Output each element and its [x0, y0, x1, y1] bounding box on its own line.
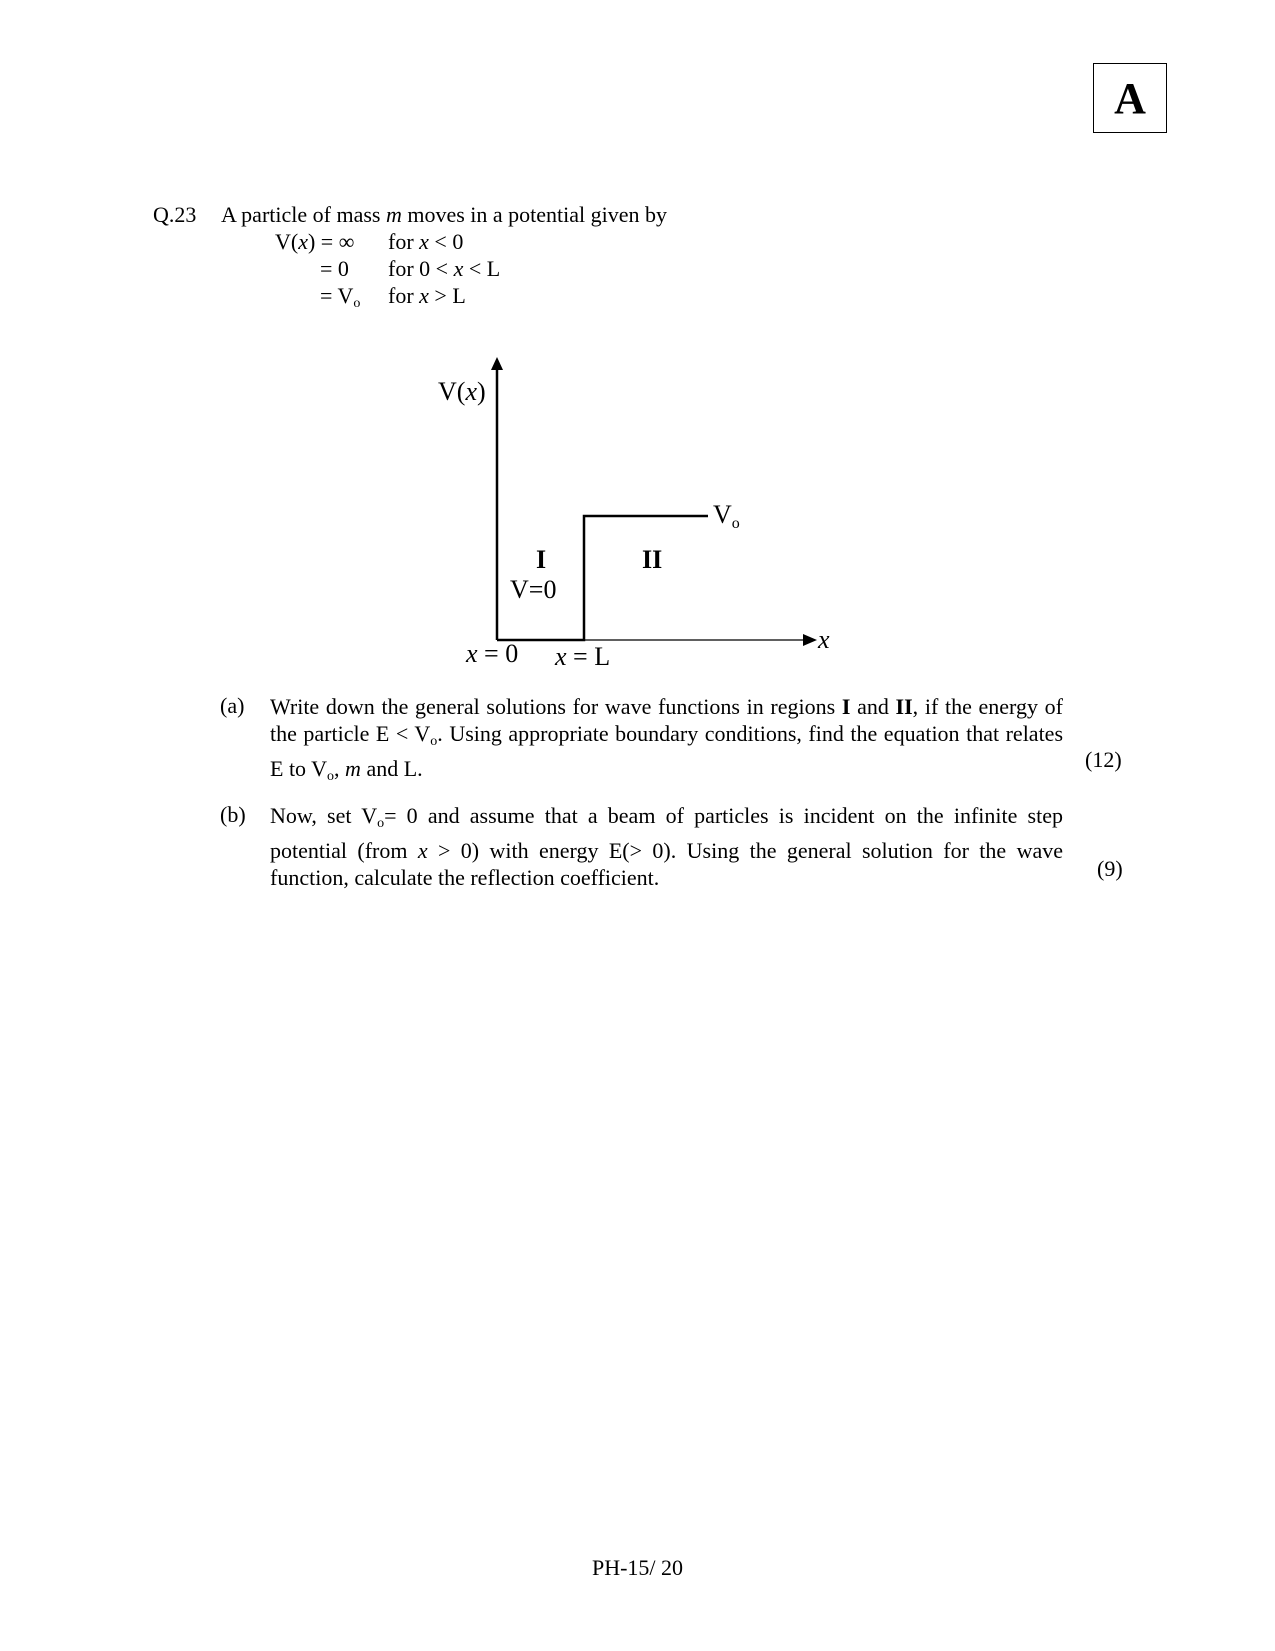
- x-axis-arrow: [803, 634, 817, 646]
- part-a-text: Write down the general solutions for wave functions in regions I and II, if the energy of the particle $E < V_o$. Using appropriate boundary conditions, find the equation that relates E to $V_o$, m and L.: [270, 694, 1064, 784]
- y-axis-label: V(x): [438, 377, 486, 406]
- region-2-label: II: [642, 545, 663, 574]
- y-axis-arrow: [491, 357, 503, 370]
- potential-cond-2: for 0 < x < L: [388, 256, 501, 281]
- set-label: A: [1114, 73, 1146, 123]
- page-footer: PH-15/ 20: [591, 1555, 684, 1580]
- part-b-text: Now, set $V_o= 0$ and assume that a beam of particles is incident on the infinite step potential (from x > 0) with energy E(> 0). Using the general solution for the wave function, calculate the reflection coefficient.: [270, 803, 1063, 890]
- part-a-marks: (12): [1085, 747, 1122, 772]
- potential-lhs-2: = 0: [320, 256, 349, 281]
- potential-cond-1: for x < 0: [388, 229, 464, 254]
- x-axis-label: x: [818, 625, 830, 654]
- potential-lhs-3: = $V_o$: [320, 283, 361, 311]
- x-l-label: x = L: [555, 642, 611, 671]
- x-zero-label: x = 0: [466, 639, 519, 668]
- potential-lhs-1: V(x) = ∞: [275, 229, 355, 254]
- region-1-label: I: [536, 545, 547, 574]
- potential-cond-3: for x > L: [388, 283, 466, 308]
- part-b-label: (b): [220, 802, 246, 827]
- part-a-label: (a): [220, 693, 245, 718]
- vo-label: Vo: [713, 500, 740, 532]
- question-intro: A particle of mass m moves in a potential given by: [221, 202, 668, 227]
- part-b-marks: (9): [1097, 856, 1123, 881]
- question-number: Q.23: [153, 202, 197, 227]
- region-1-value: V=0: [510, 575, 557, 604]
- potential-diagram: [0, 0, 1275, 700]
